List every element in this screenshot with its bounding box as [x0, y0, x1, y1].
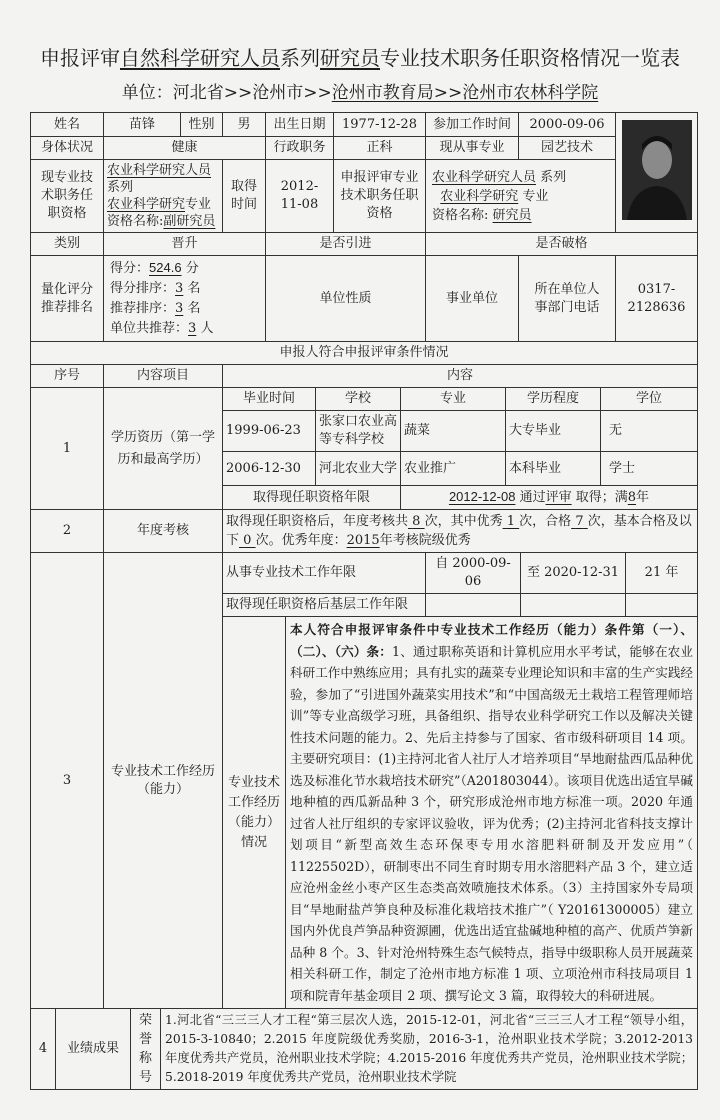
experience-no: 3	[31, 553, 104, 1009]
achievements-table	[30, 1008, 698, 1090]
education-table	[30, 387, 698, 510]
col-content: 内容	[223, 365, 698, 388]
edu-row2-date: 2006-12-30	[223, 452, 316, 486]
col-item: 内容项目	[104, 365, 223, 388]
achievements-item: 业绩成果	[56, 1009, 131, 1090]
review-table	[30, 509, 698, 553]
score-content: 得分：524.6 分 得分排序：3 名 推荐排序：3 名 单位共推荐：3 人	[104, 256, 266, 342]
edu-row2-school: 河北农业大学	[316, 452, 401, 486]
conditions-header-table	[30, 341, 698, 388]
edu-row1-major: 蔬菜	[401, 411, 506, 452]
category-value: 晋升	[104, 233, 266, 256]
achievements-no: 4	[31, 1009, 56, 1090]
experience-text: 本人符合申报评审条件中专业技术工作经历（能力）条件第（一）、（二）、（六）条：1、通过职称英语和计算机应用水平考试，能够在农业科研工作中熟练应用；具有扎实的蔬菜专业理论知识和丰富的生产实践经验，参加了“引进国外蔬菜实用技术”和“中国高级无土栽培工程管理师培训”等专业高级学习班，具备组织、指导农业科学研究工作以及解决关键性技术问题的能力。2、先后主持参与了国家、省市级科研项目 14 项。主要研究项目：(1)主持河北省人社厅人才培养项目“旱地耐盐西瓜品种优选及标准化节水栽培技术研究”（A201803044）。该项目优选出适宜旱碱地种植的西瓜新品种 3 个，研究形成沧州市地方标准一项。2020 年通过省人社厅组织的专家评议验收，评为优秀；(2)主持河北省科技支撑计划项目“新型高效生态环保枣专用水溶肥料研制及开发应用”（ 11225502D），研制枣出不同生育时期专用水溶肥料产品 3 个，建立适应沧州金丝小枣产区生态类高效喷施技术体系。（3）主持国家外专局项目“旱地耐盐芦笋良种及标准化栽培技术推广”（ Y20161300005）建立国内外优良芦笋品种资源圃，优选出适宜盐碱地种植的高产、优质芦笋新品种 8 个。3、针对沧州特殊生态气候特点，指导中级职称人员开展蔬菜相关科研工作，制定了沧州市地方标准 1 项、立项沧州市科技局项目 1 项和院青年基金项目 2 项、撰写论文 3 篇，取得较大的科研进展。	[286, 617, 698, 1009]
honor-text: 1.河北省“三三三人才工程“第三层次人选，2015-12-01，河北省“三三三人才工程“领导小组，2015-3-10840；2.2015 年度院级优秀奖励，2016-3-1，沧州职业技术学院；3.2012-2013 年度优秀共产党员，沧州职业技术学院；4.2015-2016 年度优秀共产党员，沧州职业技术学院；5.2018-2019 年度优秀共产党员，沧州职业技术学院	[161, 1009, 698, 1090]
health-label: 身体状况	[31, 137, 104, 160]
apply-qual-content: 农业科学研究人员 系列 农业科学研究 专业 资格名称: 研究员	[426, 160, 616, 233]
edu-header-1: 学校	[316, 388, 401, 411]
apply-qual-label: 申报评审专业技术职务任职资格	[334, 160, 426, 233]
applicant-photo	[616, 113, 698, 233]
major-value: 园艺技术	[519, 137, 616, 160]
edu-no: 1	[31, 388, 104, 510]
review-content: 取得现任职资格后，年度考核共 8 次，其中优秀 1 次，合格 7 次，基本合格及以下 0 次。优秀年度：2015年考核院级优秀	[223, 510, 698, 553]
grassroots-total	[626, 594, 698, 617]
edu-header-3: 学历程度	[506, 388, 601, 411]
qualification-form	[30, 112, 697, 1120]
edu-row1-level: 大专毕业	[506, 411, 601, 452]
edu-row1-degree: 无	[601, 411, 698, 452]
edu-row2-major: 农业推广	[401, 452, 506, 486]
grassroots-from	[426, 594, 521, 617]
page-title: 申报评审自然科学研究人员系列研究员专业技术职务任职资格情况一览表	[40, 46, 680, 70]
honor-label: 荣誉称号	[131, 1009, 161, 1090]
edu-header-2: 专业	[401, 388, 506, 411]
current-qual-content: 农业科学研究人员 系列 农业科学研究专业 资格名称:副研究员	[104, 160, 223, 233]
name-label: 姓名	[31, 113, 104, 137]
work-start-value: 2000-09-06	[519, 113, 616, 137]
current-qual-time-label: 取得时间	[223, 160, 266, 233]
birth-label: 出生日期	[266, 113, 334, 137]
edu-row1-date: 1999-06-23	[223, 411, 316, 452]
exception-label: 是否破格	[426, 233, 698, 256]
edu-header-4: 学位	[601, 388, 698, 411]
unit-type-label: 单位性质	[266, 256, 426, 342]
edu-row2-degree: 学士	[601, 452, 698, 486]
phone-label: 所在单位人事部门电话	[519, 256, 616, 342]
experience-item: 专业技术工作经历（能力）	[104, 553, 223, 1009]
experience-sub-label: 专业技术工作经历（能力）情况	[223, 617, 286, 1009]
qual-years-label: 取得现任职资格年限	[223, 486, 401, 510]
grassroots-to	[521, 594, 626, 617]
portrait-image	[622, 120, 692, 220]
review-item: 年度考核	[104, 510, 223, 553]
work-years-total: 21 年	[626, 553, 698, 594]
work-start-label: 参加工作时间	[426, 113, 519, 137]
phone-value: 0317-2128636	[616, 256, 698, 342]
score-label: 量化评分推荐排名	[31, 256, 104, 342]
gender-label: 性别	[181, 113, 223, 137]
grassroots-label: 取得现任职资格后基层工作年限	[223, 594, 426, 617]
admin-label: 行政职务	[266, 137, 334, 160]
health-value: 健康	[104, 137, 266, 160]
edu-item: 学历资历（第一学历和最高学历）	[104, 388, 223, 510]
edu-row1-school: 张家口农业高等专科学校	[316, 411, 401, 452]
major-label: 现从事专业	[426, 137, 519, 160]
edu-row2-level: 本科毕业	[506, 452, 601, 486]
gender-value: 男	[223, 113, 266, 137]
unit-line: 单位：河北省>>沧州市>>沧州市教育局>>沧州市农林科学院	[121, 83, 599, 103]
work-years-label: 从事专业技术工作年限	[223, 553, 426, 594]
introduced-label: 是否引进	[266, 233, 426, 256]
birth-value: 1977-12-28	[334, 113, 426, 137]
review-no: 2	[31, 510, 104, 553]
name-value: 苗锋	[104, 113, 181, 137]
conditions-header: 申报人符合申报评审条件情况	[31, 342, 698, 365]
experience-table	[30, 552, 698, 1009]
basic-info-table	[30, 112, 698, 342]
category-label: 类别	[31, 233, 104, 256]
work-years-to: 至 2020-12-31	[521, 553, 626, 594]
unit-type-value: 事业单位	[426, 256, 519, 342]
qual-years-value: 2012-12-08 通过评审 取得；满8年	[401, 486, 698, 510]
edu-header-0: 毕业时间	[223, 388, 316, 411]
work-years-from: 自 2000-09-06	[426, 553, 521, 594]
current-qual-time: 2012-11-08	[266, 160, 334, 233]
col-no: 序号	[31, 365, 104, 388]
current-qual-label: 现专业技术职务任职资格	[31, 160, 104, 233]
admin-value: 正科	[334, 137, 426, 160]
